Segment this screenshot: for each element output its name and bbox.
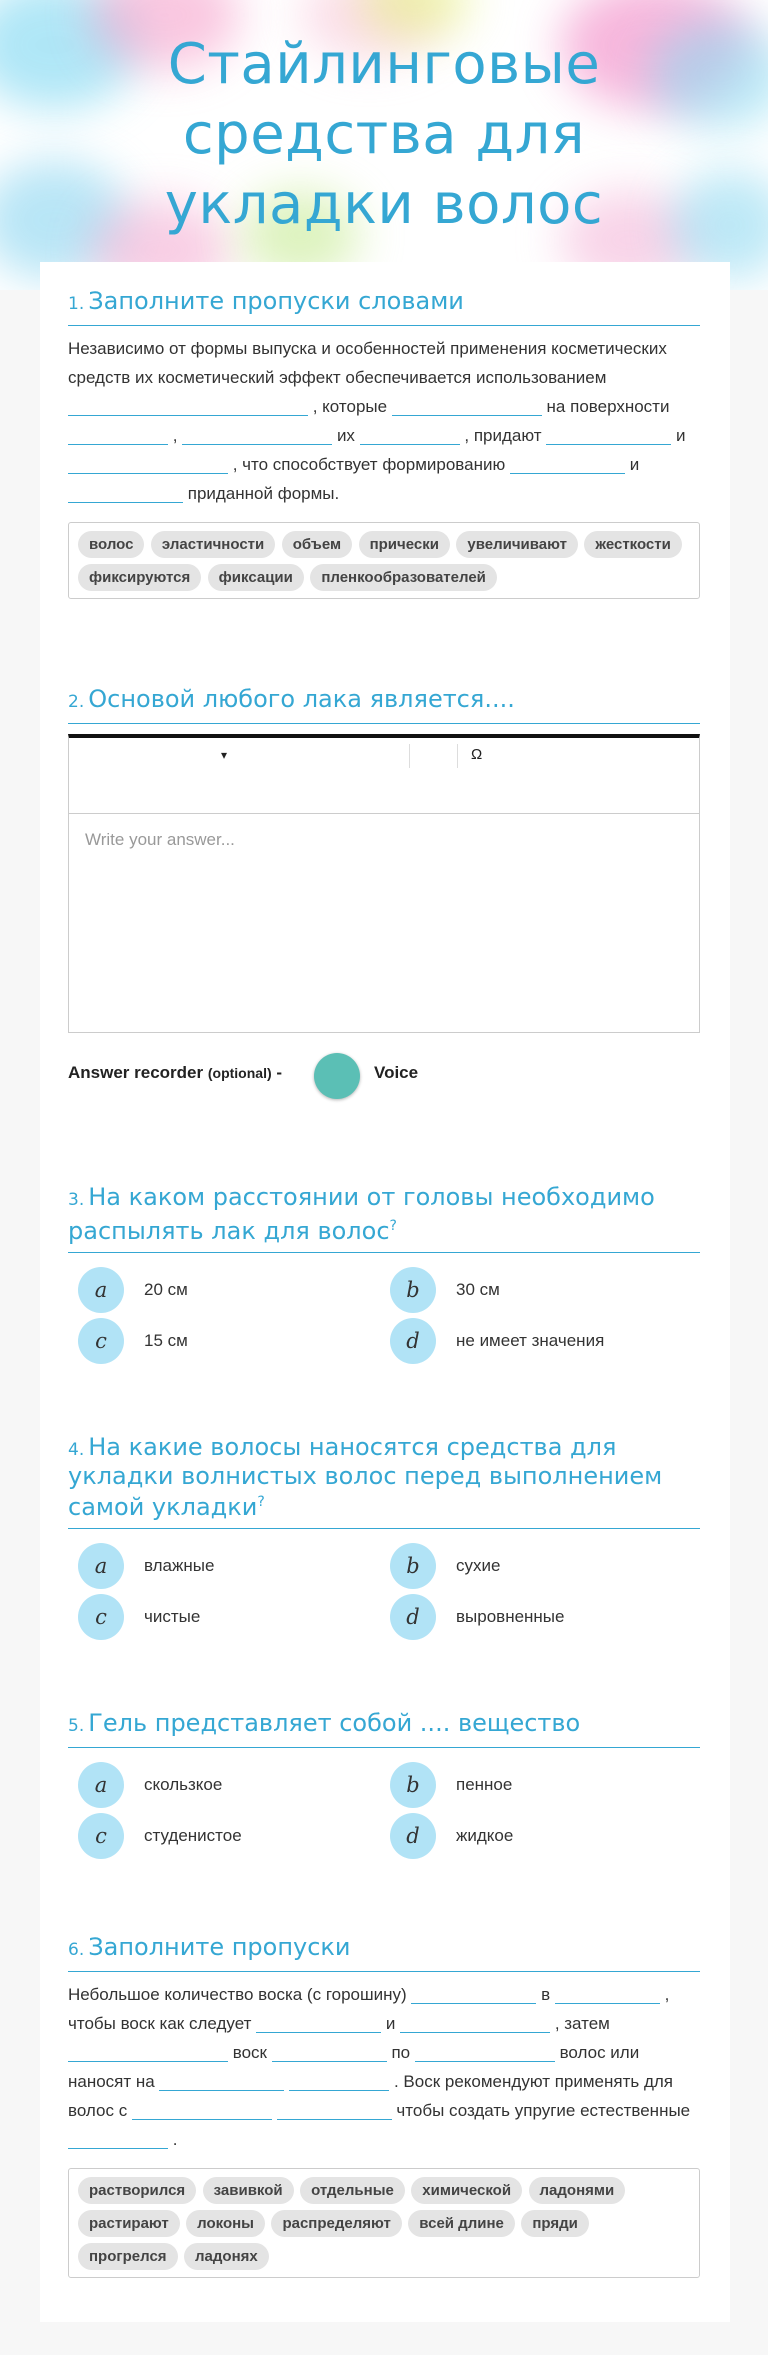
- option-text: выровненные: [456, 1607, 565, 1626]
- blank-field[interactable]: [68, 398, 308, 416]
- word-chip[interactable]: объем: [282, 531, 352, 558]
- answer-recorder: [68, 1053, 700, 1093]
- word-chip[interactable]: прогрелся: [78, 2243, 178, 2270]
- word-chip[interactable]: увеличивают: [456, 531, 578, 558]
- option-b[interactable]: [380, 1267, 680, 1315]
- word-chip[interactable]: химической: [411, 2177, 522, 2204]
- option-text: скользкое: [144, 1775, 223, 1794]
- question-title: 2. Основой любого лака является....: [68, 686, 700, 724]
- blank-field[interactable]: [68, 427, 168, 445]
- option-text: пенное: [456, 1775, 513, 1794]
- word-chip[interactable]: фиксации: [208, 564, 304, 591]
- word-chip[interactable]: прически: [359, 531, 450, 558]
- option-letter: a: [78, 1543, 124, 1589]
- special-character-icon[interactable]: Ω: [471, 746, 483, 763]
- word-chip[interactable]: растирают: [78, 2210, 180, 2237]
- option-letter: b: [390, 1543, 436, 1589]
- word-chip[interactable]: жесткости: [584, 531, 681, 558]
- rich-text-editor: [68, 734, 700, 1033]
- option-text: влажные: [144, 1556, 215, 1575]
- option-letter: d: [390, 1813, 436, 1859]
- word-chip[interactable]: эластичности: [151, 531, 275, 558]
- blank-field[interactable]: [256, 2015, 381, 2033]
- header-banner: [0, 0, 768, 290]
- word-chip[interactable]: ладонях: [184, 2243, 269, 2270]
- option-a[interactable]: [68, 1267, 368, 1315]
- question-6: [68, 1934, 700, 2278]
- blank-field[interactable]: [132, 2102, 272, 2120]
- blank-field[interactable]: [400, 2015, 550, 2033]
- answer-options: [68, 1267, 700, 1373]
- blank-field[interactable]: [555, 1986, 660, 2004]
- blank-field[interactable]: [159, 2073, 284, 2091]
- page-title: Стайлинговые средства для укладки волос: [164, 32, 604, 237]
- word-chip[interactable]: локоны: [186, 2210, 265, 2237]
- toolbar-divider: [409, 744, 410, 768]
- option-a[interactable]: [68, 1543, 368, 1591]
- question-3: [68, 1184, 700, 1373]
- blank-field[interactable]: [411, 1986, 536, 2004]
- option-c[interactable]: [68, 1318, 368, 1366]
- record-button[interactable]: [314, 1053, 360, 1099]
- option-letter: d: [390, 1318, 436, 1364]
- option-letter: a: [78, 1267, 124, 1313]
- option-c[interactable]: [68, 1813, 368, 1861]
- format-dropdown-icon[interactable]: ▾: [221, 748, 228, 762]
- option-a[interactable]: [68, 1762, 368, 1810]
- question-1: [68, 288, 700, 599]
- fill-in-text: Независимо от формы выпуска и особенностей применения косметических средств их косметический эффект обеспечивается использованием , которые на поверхности , их , придают и , что способствует формированию и приданной формы.: [68, 339, 686, 503]
- option-text: чистые: [144, 1607, 201, 1626]
- blank-field[interactable]: [68, 2044, 228, 2062]
- question-title: 6. Заполните пропуски: [68, 1934, 700, 1972]
- option-letter: c: [78, 1318, 124, 1364]
- word-chip[interactable]: волос: [78, 531, 144, 558]
- question-2: [68, 686, 700, 1093]
- blank-field[interactable]: [415, 2044, 555, 2062]
- blank-field[interactable]: [272, 2044, 387, 2062]
- word-chip[interactable]: ладонями: [529, 2177, 626, 2204]
- option-b[interactable]: [380, 1762, 680, 1810]
- question-title: 3. На каком расстоянии от головы необходимо распылять лак для волос?: [68, 1184, 700, 1253]
- option-text: сухие: [456, 1556, 501, 1575]
- answer-options: [68, 1543, 700, 1649]
- voice-label: Voice: [374, 1063, 419, 1082]
- option-letter: b: [390, 1762, 436, 1808]
- blank-field[interactable]: [360, 427, 460, 445]
- option-d[interactable]: [380, 1813, 680, 1861]
- answer-textarea[interactable]: Write your answer...: [85, 830, 235, 849]
- question-4: [68, 1434, 700, 1649]
- blank-field[interactable]: [289, 2073, 389, 2091]
- option-letter: b: [390, 1267, 436, 1313]
- question-title: 4. На какие волосы наносятся средства для укладки волнистых волос перед выполнением самой укладки?: [68, 1434, 700, 1529]
- toolbar-divider: [457, 744, 458, 768]
- option-letter: c: [78, 1813, 124, 1859]
- option-text: 30 см: [456, 1280, 500, 1299]
- word-chip[interactable]: пленкообразователей: [310, 564, 497, 591]
- word-chip[interactable]: отдельные: [300, 2177, 405, 2204]
- blank-field[interactable]: [510, 456, 625, 474]
- word-chip[interactable]: всей длине: [408, 2210, 515, 2237]
- word-chip[interactable]: фиксируются: [78, 564, 201, 591]
- option-text: жидкое: [456, 1826, 514, 1845]
- fill-in-text: Небольшое количество воска (с горошину) в , чтобы воск как следует и , затем воск по волос или наносят на . Воск рекомендуют применять для волос с чтобы создать упругие естественные .: [68, 1985, 691, 2149]
- blank-field[interactable]: [68, 2131, 168, 2149]
- word-chip[interactable]: распределяют: [271, 2210, 401, 2237]
- option-letter: d: [390, 1594, 436, 1640]
- option-d[interactable]: [380, 1594, 680, 1642]
- blank-field[interactable]: [277, 2102, 392, 2120]
- word-chip[interactable]: пряди: [521, 2210, 589, 2237]
- option-letter: a: [78, 1762, 124, 1808]
- word-bank: [68, 522, 700, 599]
- option-c[interactable]: [68, 1594, 368, 1642]
- option-text: 20 см: [144, 1280, 188, 1299]
- recorder-label: Answer recorder (optional) -: [68, 1063, 283, 1082]
- option-text: студенистое: [144, 1826, 242, 1845]
- worksheet-card: [40, 262, 730, 2322]
- option-text: не имеет значения: [456, 1331, 605, 1350]
- question-title: 1. Заполните пропуски словами: [68, 288, 700, 326]
- option-d[interactable]: [380, 1318, 680, 1366]
- option-b[interactable]: [380, 1543, 680, 1591]
- blank-field[interactable]: [546, 427, 671, 445]
- blank-field[interactable]: [392, 398, 542, 416]
- word-chip[interactable]: растворился: [78, 2177, 196, 2204]
- question-title: 5. Гель представляет собой .... вещество: [68, 1710, 700, 1748]
- option-text: 15 см: [144, 1331, 188, 1350]
- answer-options: [68, 1762, 700, 1868]
- blank-field[interactable]: [68, 456, 228, 474]
- blank-field[interactable]: [68, 485, 183, 503]
- editor-toolbar: [69, 738, 699, 814]
- blank-field[interactable]: [182, 427, 332, 445]
- word-bank: [68, 2168, 700, 2278]
- option-letter: c: [78, 1594, 124, 1640]
- question-5: [68, 1710, 700, 1868]
- word-chip[interactable]: завивкой: [203, 2177, 294, 2204]
